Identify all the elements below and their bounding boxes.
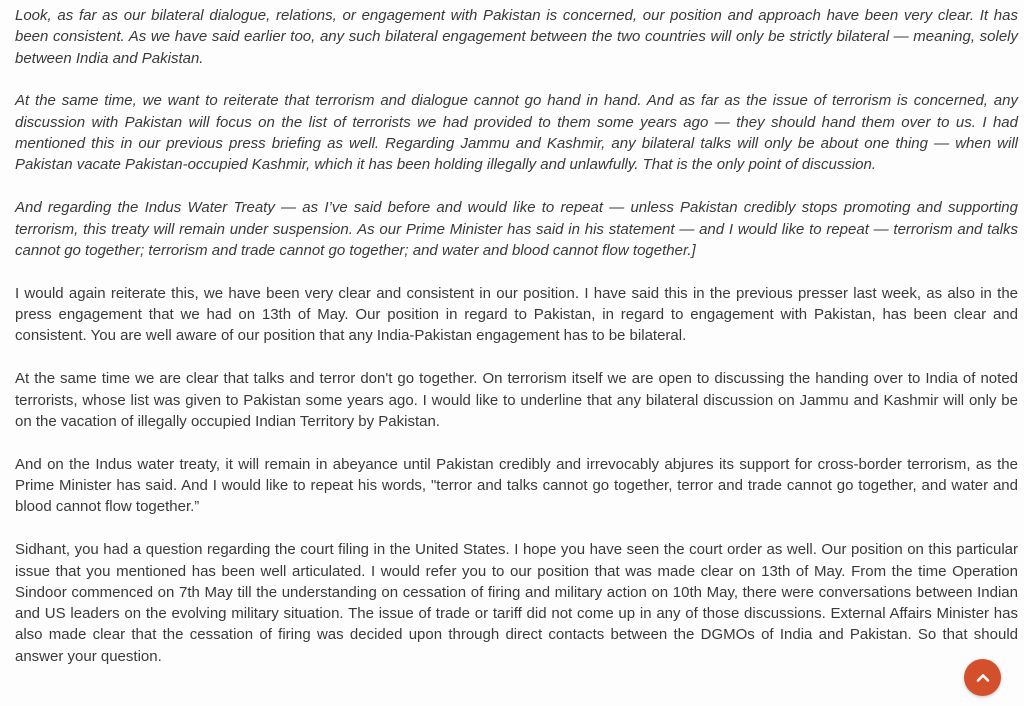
statement-paragraph-2: At the same time we are clear that talks and terror don't go together. On terrorism itself we are open to discussing the handing over to India of noted terrorists, whose list was given to Pakistan some years ago. I would like to underline that any bilateral discussion on Jammu and Kashmir will only be on the vacation of illegally occupied Indian Territory by Pakistan. xyxy=(15,370,1018,430)
quoted-paragraph-2: At the same time, we want to reiterate that terrorism and dialogue cannot go hand in hand. And as far as the issue of terrorism is concerned, any discussion with Pakistan will focus on the list of terrorists we had provided to them some years ago — they should hand them over to us. I had mentioned this in our previous press briefing as well. Regarding Jammu and Kashmir, any bilateral talks will only be about one thing — when will Pakistan vacate Pakistan-occupied Kashmir, which it has been holding illegally and unlawfully. That is the only point of discussion. xyxy=(15,92,1018,174)
statement-paragraph-3: And on the Indus water treaty, it will remain in abeyance until Pakistan credibly and irrevocably abjures its support for cross-border terrorism, as the Prime Minister has said. And I would like to repeat his words, "terror and talks cannot go together, terror and trade cannot go together, and water and blood cannot flow together.” xyxy=(15,455,1018,516)
statement-paragraph-1: I would again reiterate this, we have been very clear and consistent in our position. I have said this in the previous presser last week, as also in the press engagement that we had on 13th of May. Our position in regard to Pakistan, in regard to engagement with Pakistan, has been clear and consistent. You are well aware of our position that any India-Pakistan engagement has to be bilateral. xyxy=(15,284,1018,345)
quoted-paragraph-3: And regarding the Indus Water Treaty — as I’ve said before and would like to repeat — unless Pakistan credibly stops promoting and supporting terrorism, this treaty will remain under suspension. As our Prime Minister has said in his statement — and I would like to repeat — terrorism and talks cannot go together; terrorism and trade cannot go together; and water and blood cannot flow together.] xyxy=(15,199,1018,259)
scroll-to-top-button[interactable] xyxy=(964,659,1001,696)
statement-paragraph-4: Sidhant, you had a question regarding the court filing in the United States. I hope you have seen the court order as well. Our position on this particular issue that you mentioned has been well articulated. I would refer you to our position that was made clear on 13th of May. From the time Operation Sindoor commenced on 7th May till the understanding on cessation of firing and military action on 10th May, there were conversations between Indian and US leaders on the evolving military situation. The issue of trade or tariff did not come up in any of those discussions. External Affairs Minister has also made clear that the cessation of firing was decided upon through direct contacts between the DGMOs of India and Pakistan. So that should answer your question. xyxy=(15,541,1018,665)
quoted-paragraph-1: Look, as far as our bilateral dialogue, relations, or engagement with Pakistan is concerned, our position and approach have been very clear. It has been consistent. As we have said earlier too, any such bilateral engagement between the two countries will only be strictly bilateral — meaning, solely between India and Pakistan. xyxy=(15,7,1018,67)
chevron-up-icon xyxy=(975,670,991,686)
